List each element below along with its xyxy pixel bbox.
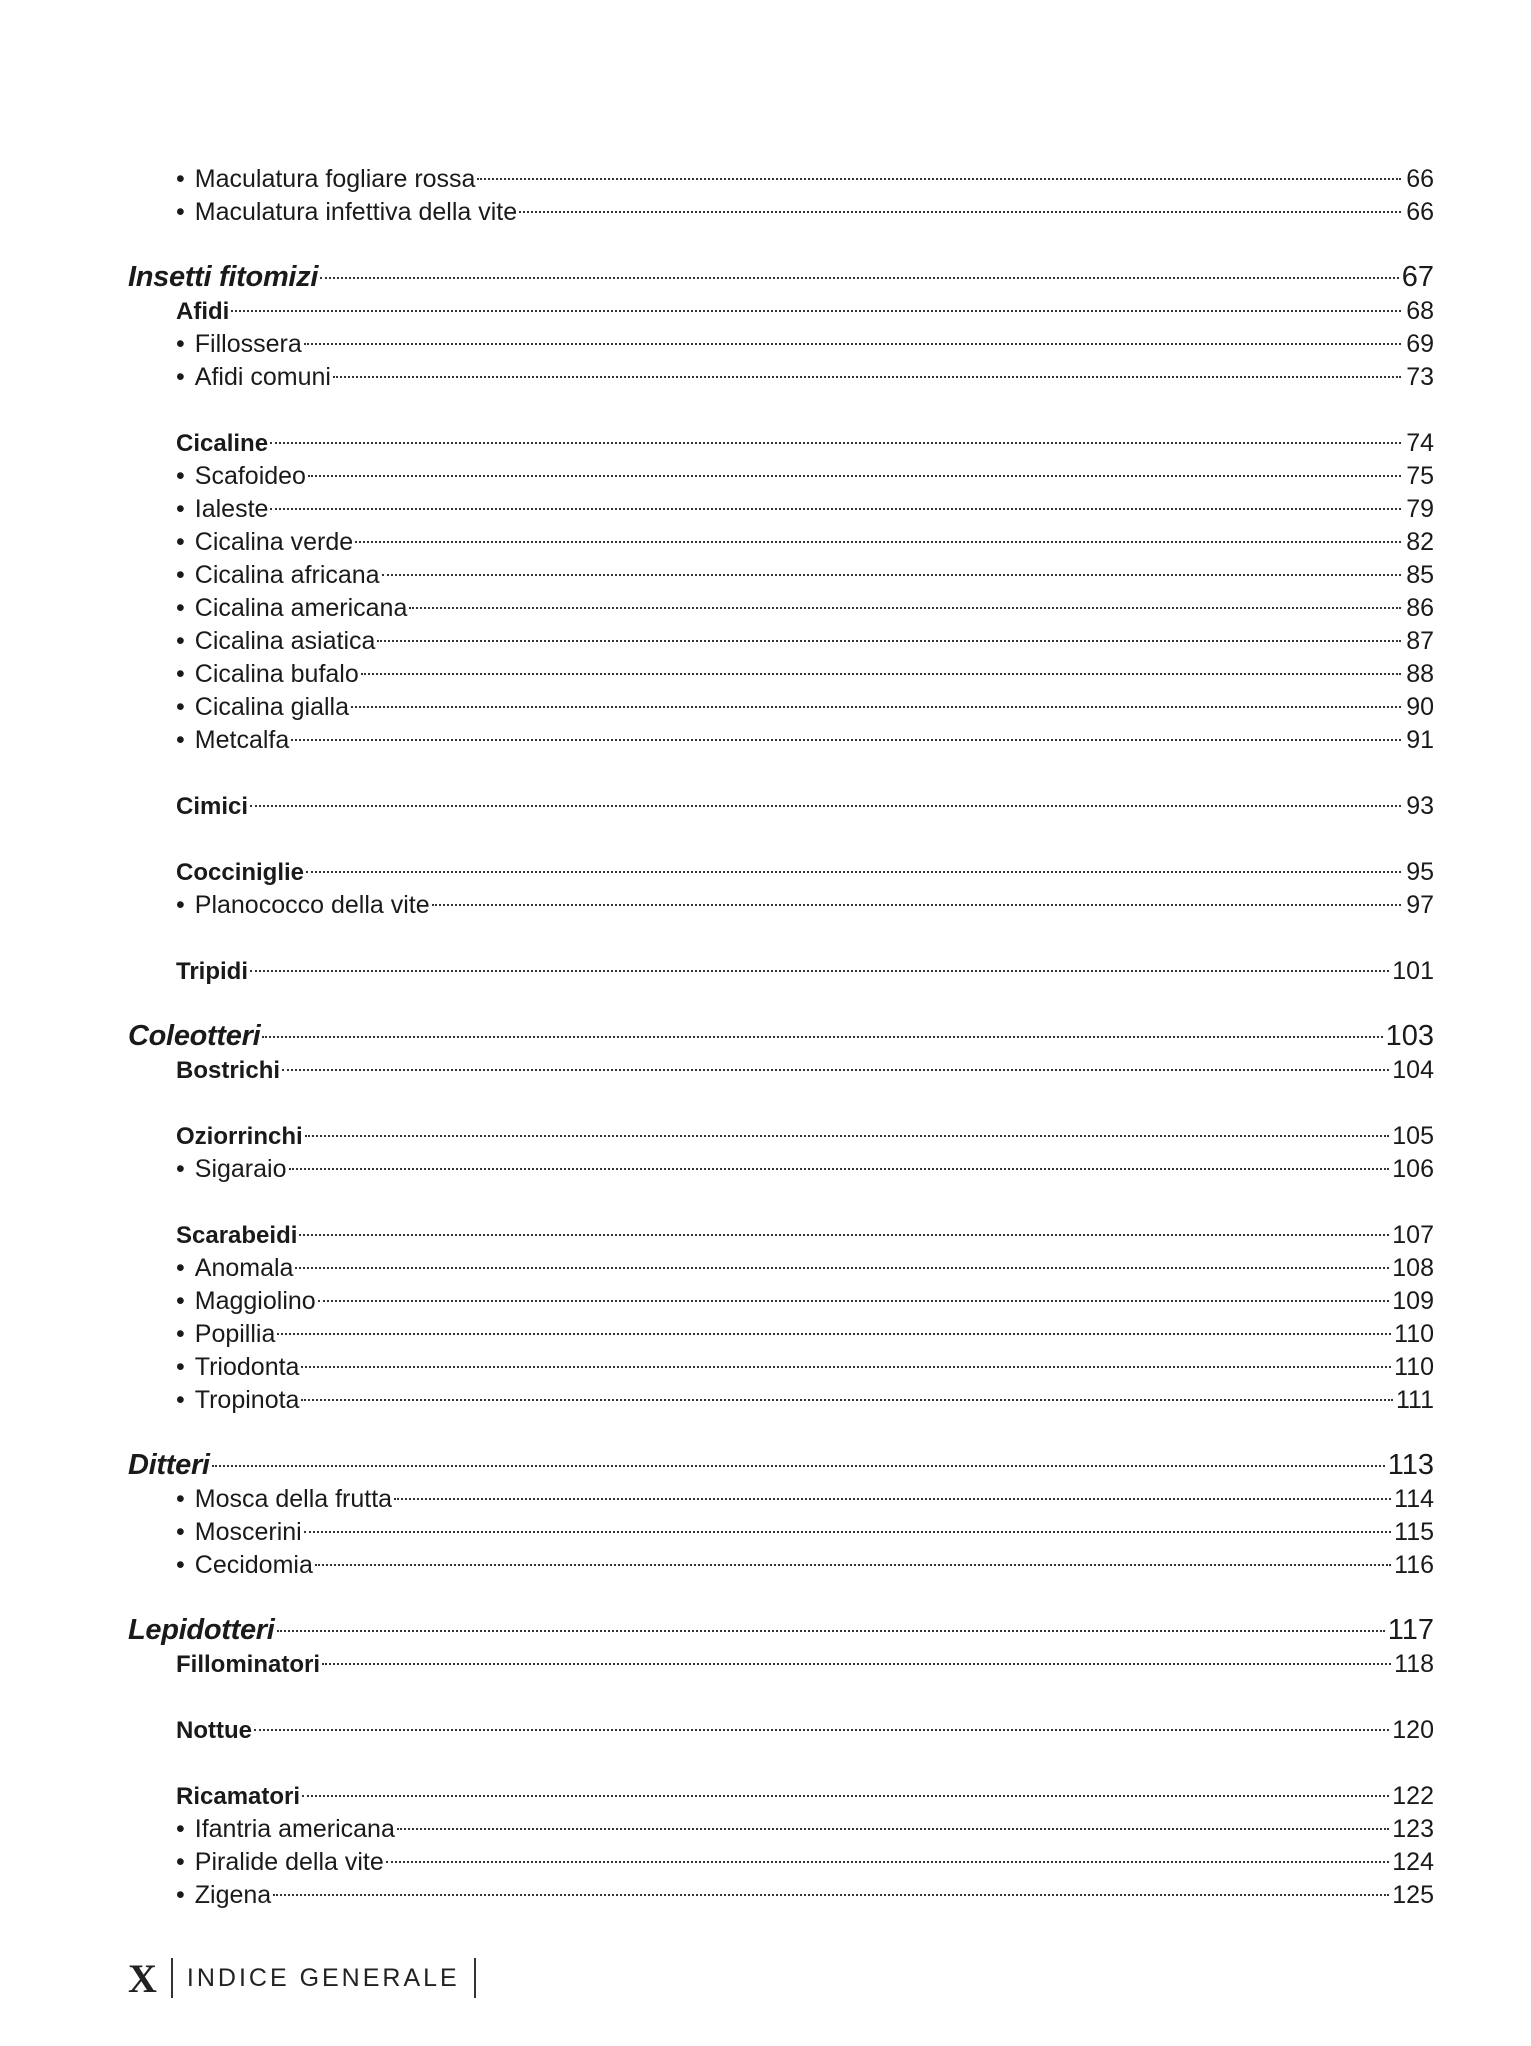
toc-entry-group	[128, 1705, 1434, 1744]
dot-leader	[377, 616, 1401, 649]
toc-entry-text: Scafoideo	[194, 462, 306, 490]
toc-entry-page: 88	[1406, 660, 1434, 688]
toc-entry-text: Afidi comuni	[194, 363, 331, 391]
dot-leader	[304, 1507, 1391, 1540]
toc-entry-label	[128, 1780, 302, 1813]
toc-entry-page: 104	[1392, 1056, 1434, 1084]
dot-leader	[477, 154, 1401, 187]
toc-entry-group	[128, 1771, 1434, 1810]
toc-entry-page: 87	[1406, 627, 1434, 655]
toc-entry-page: 82	[1406, 528, 1434, 556]
toc-entry-item	[128, 715, 1434, 754]
toc-entry-page: 79	[1406, 495, 1434, 523]
toc-entry-section	[128, 253, 1434, 293]
bullet-icon: •	[176, 1353, 185, 1381]
toc-entry-text: Triodonta	[194, 1353, 300, 1381]
toc-entry-group	[128, 286, 1434, 325]
toc-entry-group	[128, 1111, 1434, 1150]
toc-entry-text: Cicalina verde	[194, 528, 354, 556]
toc-entry-page: 106	[1392, 1155, 1434, 1183]
bullet-icon: •	[176, 528, 185, 556]
toc-entry-text: Piralide della vite	[194, 1848, 384, 1876]
dot-leader	[299, 1210, 1389, 1243]
toc-entry-label	[128, 559, 382, 592]
toc-entry-page: 109	[1392, 1287, 1434, 1315]
bullet-icon: •	[176, 1386, 185, 1414]
toc-entry-text: Metcalfa	[194, 726, 290, 754]
dot-leader	[231, 286, 1401, 319]
dot-leader	[361, 649, 1401, 682]
toc-entry-text: Cicalina gialla	[194, 693, 350, 721]
toc-entry-label	[128, 1549, 315, 1582]
toc-entry-item	[128, 1342, 1434, 1381]
bullet-icon: •	[176, 891, 185, 919]
toc-entry-page: 103	[1385, 1020, 1434, 1052]
toc-entry-page: 120	[1392, 1716, 1434, 1744]
toc-entry-text: Bostrichi	[176, 1057, 281, 1084]
toc-entry-label	[128, 163, 477, 196]
bullet-icon: •	[176, 165, 185, 193]
dot-leader	[273, 1870, 1389, 1903]
dot-leader	[250, 946, 1389, 979]
dot-leader	[315, 1540, 1391, 1573]
toc-entry-group	[128, 847, 1434, 886]
bullet-icon: •	[176, 1518, 185, 1546]
toc-entry-label	[128, 1318, 277, 1351]
toc-entry-page: 68	[1406, 297, 1434, 325]
toc-entry-label	[128, 658, 361, 691]
bullet-icon: •	[176, 1155, 185, 1183]
toc-entry-label	[128, 1714, 254, 1747]
dot-leader	[397, 1804, 1389, 1837]
toc-entry-item	[128, 1375, 1434, 1414]
dot-leader	[322, 1639, 1391, 1672]
bullet-icon: •	[176, 198, 185, 226]
dot-leader	[289, 1144, 1390, 1177]
toc-entry-page: 118	[1394, 1650, 1434, 1678]
toc-entry-group	[128, 946, 1434, 985]
toc-entry-page: 101	[1392, 957, 1434, 985]
toc-entry-item	[128, 517, 1434, 556]
toc-entry-label	[128, 889, 432, 922]
dot-leader	[333, 352, 1401, 385]
toc-entry-page: 124	[1392, 1848, 1434, 1876]
toc-entry-page: 116	[1394, 1551, 1434, 1579]
toc-entry-text: Lepidotteri	[128, 1614, 275, 1646]
toc-entry-text: Zigena	[194, 1881, 272, 1909]
toc-entry-page: 111	[1395, 1386, 1434, 1414]
dot-leader	[301, 1375, 1393, 1408]
toc-entry-label	[128, 1252, 295, 1285]
toc-entry-page: 69	[1406, 330, 1434, 358]
page-number: X	[128, 1955, 157, 2001]
toc-entry-item	[128, 319, 1434, 358]
dot-leader	[291, 715, 1401, 748]
toc-entry-page: 115	[1394, 1518, 1434, 1546]
dot-leader	[386, 1837, 1390, 1870]
bullet-icon: •	[176, 660, 185, 688]
toc-entry-item	[128, 880, 1434, 919]
toc-entry-text: Cicalina africana	[194, 561, 380, 589]
dot-leader	[270, 418, 1401, 451]
dot-leader	[351, 682, 1401, 715]
toc-entry-section	[128, 1012, 1434, 1052]
toc-entry-label	[128, 1351, 301, 1384]
toc-entry-text: Anomala	[194, 1254, 294, 1282]
dot-leader	[409, 583, 1401, 616]
toc-entry-item	[128, 1309, 1434, 1348]
toc-entry-text: Cecidomia	[194, 1551, 313, 1579]
toc-entry-page: 105	[1392, 1122, 1434, 1150]
toc-entry-page: 74	[1406, 429, 1434, 457]
toc-entry-label	[128, 328, 304, 361]
toc-entry-text: Scarabeidi	[176, 1222, 298, 1249]
bullet-icon: •	[176, 594, 185, 622]
dot-leader	[212, 1441, 1385, 1474]
toc-entry-item	[128, 352, 1434, 391]
dot-leader	[270, 484, 1401, 517]
toc-entry-page: 122	[1392, 1782, 1434, 1810]
toc-entry-label	[128, 1153, 289, 1186]
toc-entry-text: Popillia	[194, 1320, 276, 1348]
toc-entry-label	[128, 1648, 322, 1681]
bullet-icon: •	[176, 561, 185, 589]
bullet-icon: •	[176, 1485, 185, 1513]
toc-entry-page: 73	[1406, 363, 1434, 391]
toc-entry-page: 67	[1401, 261, 1434, 293]
bullet-icon: •	[176, 726, 185, 754]
toc-entry-page: 117	[1387, 1614, 1434, 1646]
toc-entry-label	[128, 856, 306, 889]
dot-leader	[308, 451, 1401, 484]
toc-entry-text: Cicalina bufalo	[194, 660, 359, 688]
toc-entry-page: 93	[1406, 792, 1434, 820]
running-title: INDICE GENERALE	[186, 1963, 460, 1992]
bullet-icon: •	[176, 462, 185, 490]
toc-entry-item	[128, 451, 1434, 490]
toc-entry-label	[128, 1813, 397, 1846]
toc-entry-item	[128, 154, 1434, 193]
bullet-icon: •	[176, 1815, 185, 1843]
toc-entry-label	[128, 955, 250, 988]
bullet-icon: •	[176, 495, 185, 523]
toc-entry-label	[128, 196, 519, 229]
toc-entry-label	[128, 790, 250, 823]
dot-leader	[306, 847, 1401, 880]
toc-entry-text: Cicalina americana	[194, 594, 408, 622]
bullet-icon: •	[176, 1848, 185, 1876]
dot-leader	[295, 1243, 1389, 1276]
bullet-icon: •	[176, 627, 185, 655]
toc-entry-label	[128, 592, 409, 625]
toc-entry-text: Afidi	[176, 298, 230, 325]
bullet-icon: •	[176, 330, 185, 358]
toc-entry-page: 95	[1406, 858, 1434, 886]
toc-entry-item	[128, 1507, 1434, 1546]
dot-leader	[302, 1771, 1389, 1804]
toc-entry-group	[128, 781, 1434, 820]
bullet-icon: •	[176, 363, 185, 391]
dot-leader	[282, 1045, 1389, 1078]
bullet-icon: •	[176, 1254, 185, 1282]
toc-entry-text: Maculatura fogliare rossa	[194, 165, 476, 193]
toc-entry-page: 86	[1406, 594, 1434, 622]
toc-entry-text: Nottue	[176, 1717, 252, 1744]
toc-entry-text: Cicaline	[176, 430, 269, 457]
toc-entry-text: Oziorrinchi	[176, 1123, 303, 1150]
toc-entry-section	[128, 1606, 1434, 1646]
toc-entry-label	[128, 1384, 301, 1417]
toc-entry-label	[128, 1879, 273, 1912]
dot-leader	[320, 253, 1399, 286]
toc-entry-page: 114	[1394, 1485, 1434, 1513]
toc-entry-group	[128, 1210, 1434, 1249]
bullet-icon: •	[176, 1881, 185, 1909]
dot-leader	[394, 1474, 1391, 1507]
toc-entry-page: 91	[1406, 726, 1434, 754]
dot-leader	[262, 1012, 1382, 1045]
toc-entry-text: Sigaraio	[194, 1155, 287, 1183]
dot-leader	[304, 319, 1401, 352]
dot-leader	[519, 187, 1401, 220]
toc-entry-page: 108	[1392, 1254, 1434, 1282]
bullet-icon: •	[176, 1320, 185, 1348]
toc-entry-text: Fillominatori	[176, 1651, 320, 1678]
toc-entry-item	[128, 1474, 1434, 1513]
toc-entry-page: 66	[1406, 198, 1434, 226]
toc-entry-label	[128, 1614, 277, 1647]
toc-entry-item	[128, 1540, 1434, 1579]
toc-entry-text: Ditteri	[128, 1449, 210, 1481]
toc-entry-label	[128, 427, 270, 460]
toc-entry-label	[128, 625, 377, 658]
dot-leader	[432, 880, 1401, 913]
toc-entry-page: 125	[1392, 1881, 1434, 1909]
toc-entry-label	[128, 724, 291, 757]
toc-entry-group	[128, 1045, 1434, 1084]
toc-entry-item	[128, 1144, 1434, 1183]
toc-entry-label	[128, 493, 270, 526]
toc-entry-text: Tripidi	[176, 958, 248, 985]
toc-entry-group	[128, 418, 1434, 457]
toc-entry-text: Cocciniglie	[176, 859, 305, 886]
toc-entry-item	[128, 1804, 1434, 1843]
toc-entry-label	[128, 1449, 212, 1482]
toc-entry-page: 113	[1387, 1449, 1434, 1481]
toc-entry-page: 110	[1394, 1353, 1434, 1381]
toc-entry-text: Fillossera	[194, 330, 302, 358]
toc-entry-page: 123	[1392, 1815, 1434, 1843]
toc-entry-item	[128, 1243, 1434, 1282]
dot-leader	[305, 1111, 1390, 1144]
toc-entry-item	[128, 1276, 1434, 1315]
dot-leader	[318, 1276, 1390, 1309]
toc-entry-text: Ialeste	[194, 495, 269, 523]
toc-entry-label	[128, 1120, 305, 1153]
toc-entry-group	[128, 1639, 1434, 1678]
toc-entry-label	[128, 1054, 282, 1087]
bullet-icon: •	[176, 1287, 185, 1315]
dot-leader	[254, 1705, 1389, 1738]
toc-entry-text: Tropinota	[194, 1386, 300, 1414]
dot-leader	[250, 781, 1401, 814]
dot-leader	[301, 1342, 1391, 1375]
toc-entry-text: Cicalina asiatica	[194, 627, 376, 655]
toc-entry-label	[128, 526, 355, 559]
toc-entry-text: Maculatura infettiva della vite	[194, 198, 518, 226]
footer-divider-end	[474, 1958, 476, 1998]
dot-leader	[277, 1309, 1391, 1342]
toc-entry-text: Maggiolino	[194, 1287, 316, 1315]
toc-entry-page: 75	[1406, 462, 1434, 490]
toc-entry-page: 110	[1394, 1320, 1434, 1348]
toc-entry-text: Ricamatori	[176, 1783, 301, 1810]
dot-leader	[355, 517, 1401, 550]
toc-entry-page: 97	[1406, 891, 1434, 919]
page-footer	[128, 1956, 490, 2000]
toc-entry-page: 85	[1406, 561, 1434, 589]
toc-entry-page: 90	[1406, 693, 1434, 721]
toc-entry-label	[128, 1219, 299, 1252]
toc-entry-item	[128, 1870, 1434, 1909]
toc-entry-label	[128, 361, 333, 394]
toc-entry-text: Moscerini	[194, 1518, 302, 1546]
toc-entry-text: Ifantria americana	[194, 1815, 395, 1843]
table-of-contents	[128, 154, 1434, 1909]
toc-entry-label	[128, 295, 231, 328]
toc-entry-page: 66	[1406, 165, 1434, 193]
toc-entry-text: Insetti fitomizi	[128, 261, 319, 293]
toc-entry-text: Coleotteri	[128, 1020, 261, 1052]
dot-leader	[382, 550, 1401, 583]
toc-entry-section	[128, 1441, 1434, 1481]
toc-entry-label	[128, 1516, 304, 1549]
toc-entry-text: Mosca della frutta	[194, 1485, 393, 1513]
toc-entry-item	[128, 484, 1434, 523]
toc-entry-text: Planococco della vite	[194, 891, 430, 919]
dot-leader	[277, 1606, 1385, 1639]
toc-entry-page: 107	[1392, 1221, 1434, 1249]
toc-entry-text: Cimici	[176, 793, 249, 820]
bullet-icon: •	[176, 693, 185, 721]
footer-divider	[171, 1958, 173, 1998]
bullet-icon: •	[176, 1551, 185, 1579]
toc-entry-label	[128, 1020, 262, 1053]
